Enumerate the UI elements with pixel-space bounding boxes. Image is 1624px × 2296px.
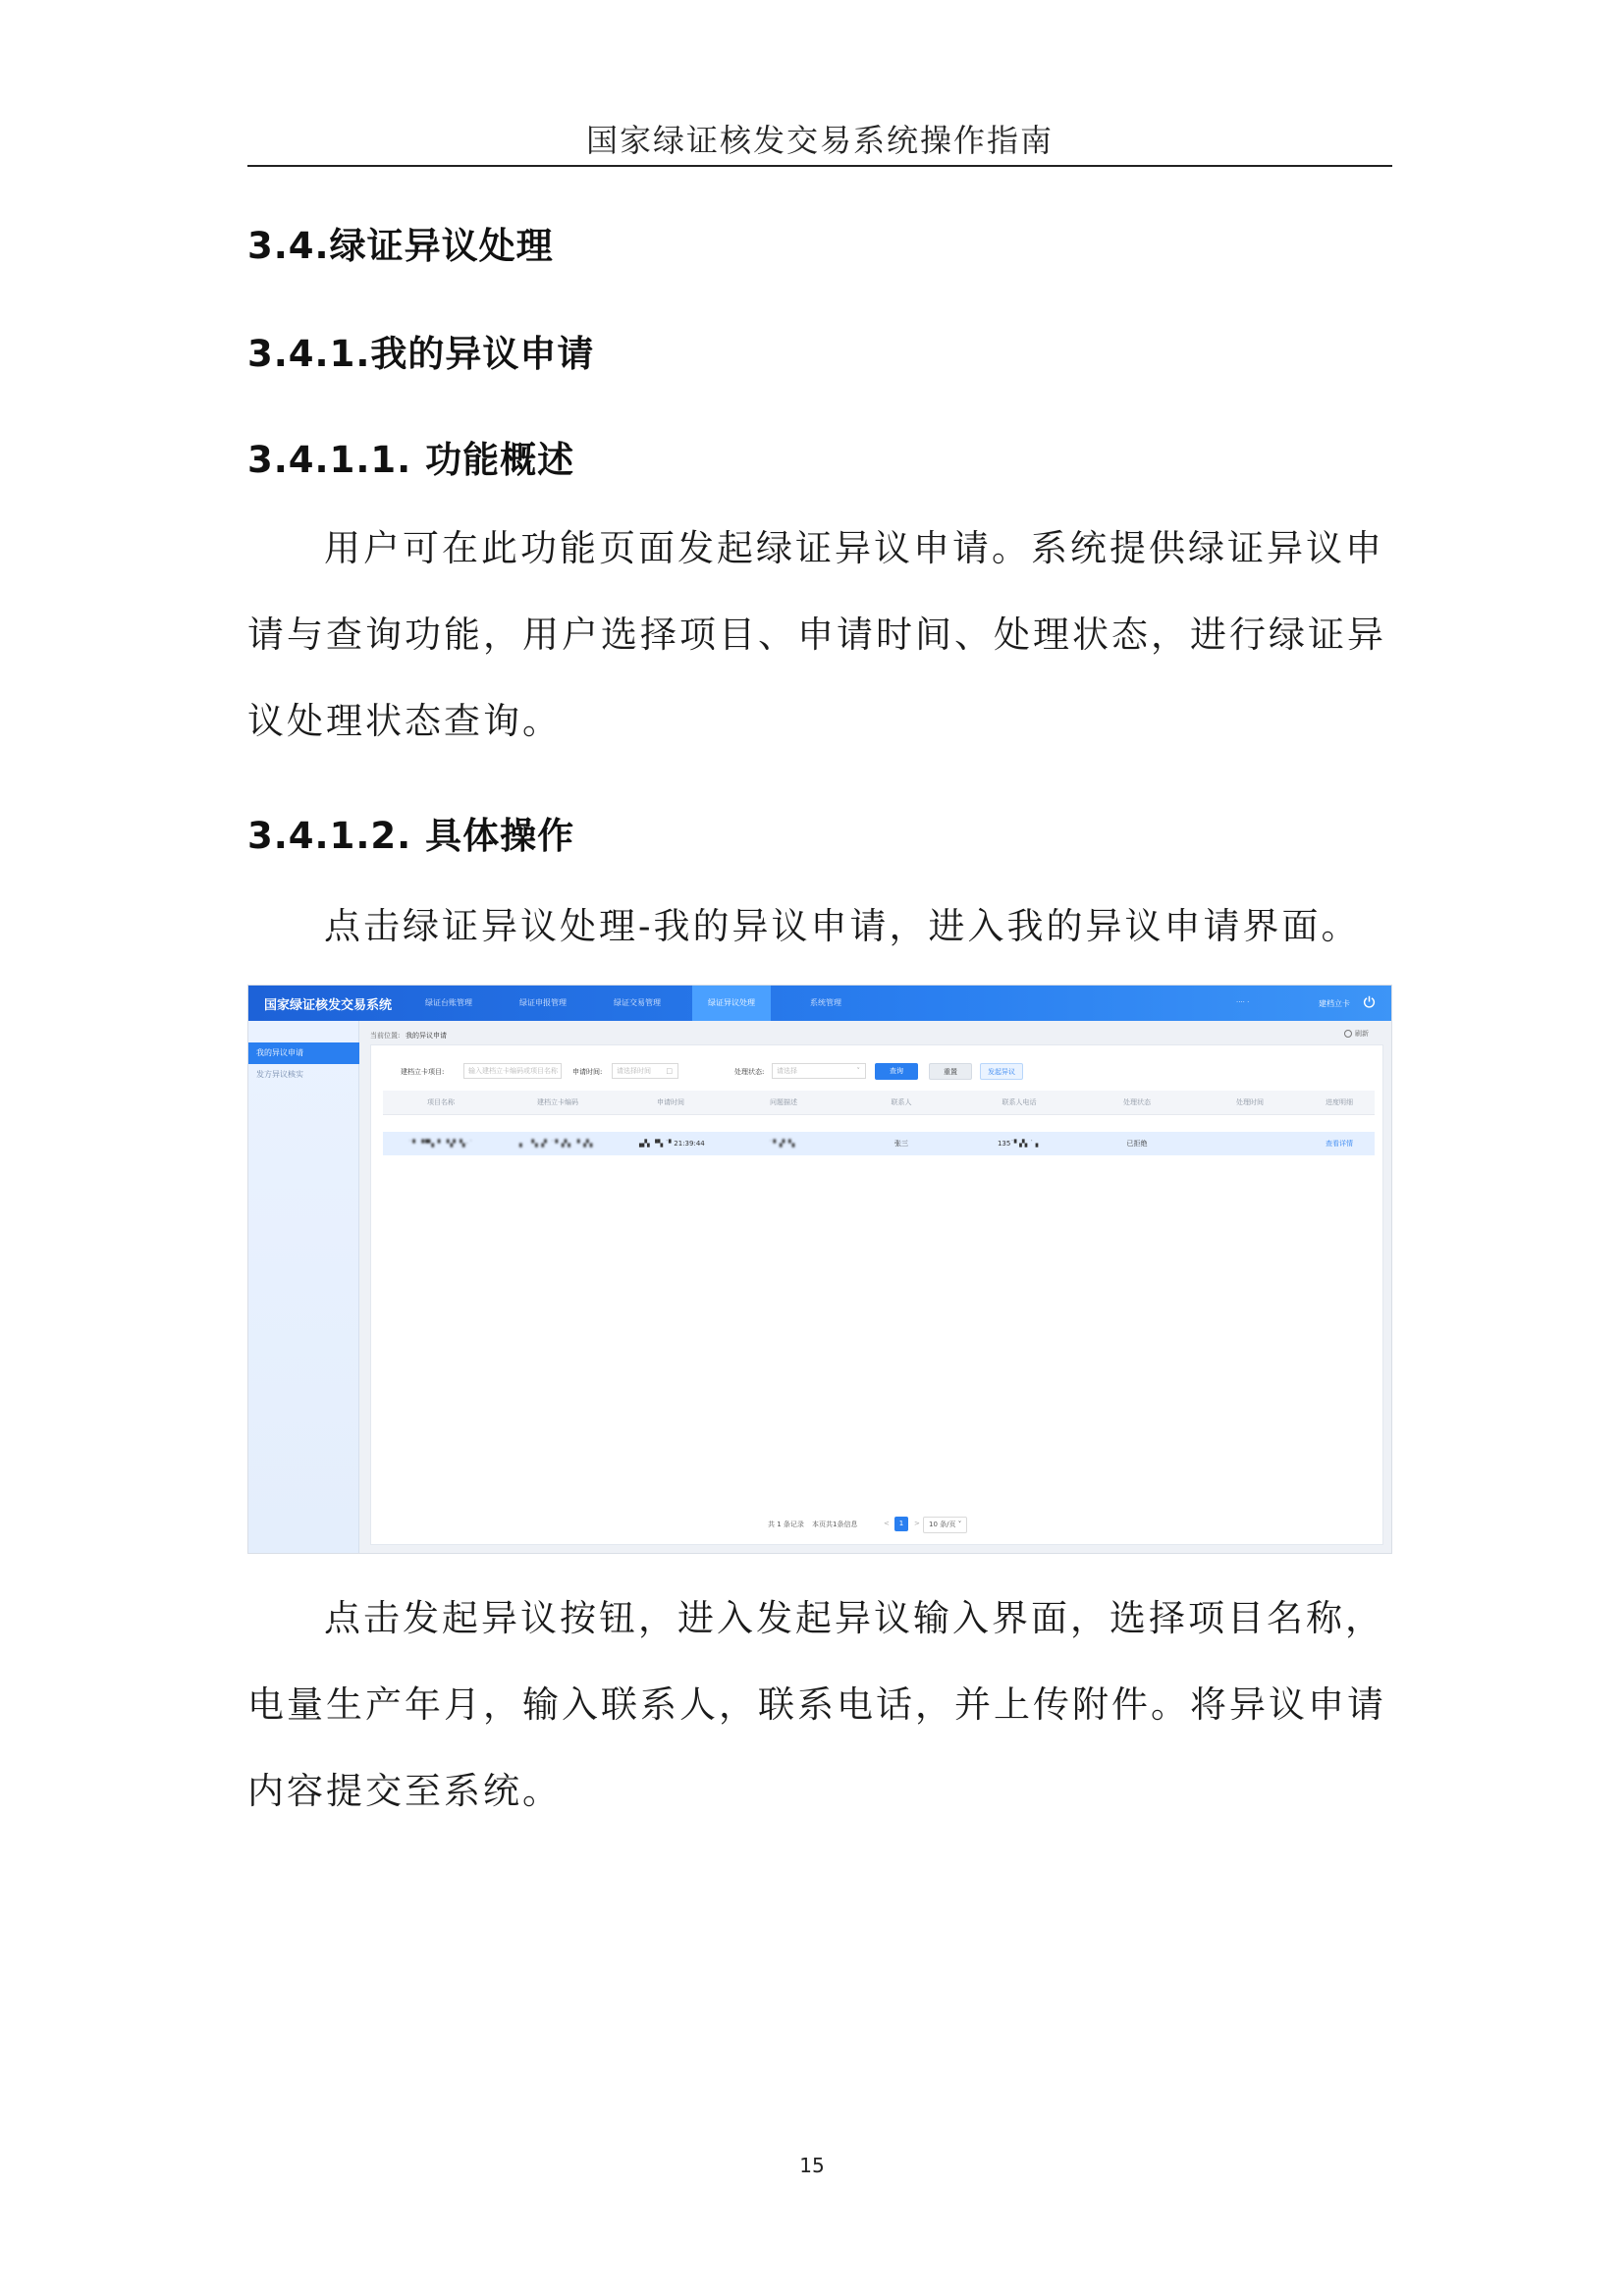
overview-paragraph: 用户可在此功能页面发起绿证异议申请。系统提供绿证异议申请与查询功能，用户选择项目、申请时间、处理状态，进行绿证异议处理状态查询。 (247, 527, 1386, 742)
th-contact-phone: 联系人电话 (1001, 1098, 1037, 1106)
th-card-code: 建档立卡编码 (537, 1098, 578, 1106)
view-detail-link[interactable]: 查看详情 (1326, 1140, 1353, 1148)
header-rule (247, 165, 1392, 167)
nav-tab-cert-dispute[interactable]: 绿证异议处理 (692, 986, 771, 1021)
heading-3-4-1-1: 3.4.1.1. 功能概述 (247, 439, 575, 481)
cell-status: 已拒绝 (1126, 1140, 1148, 1148)
pagination (371, 1517, 1384, 1532)
th-progress: 进度明细 (1326, 1098, 1353, 1106)
th-handle-time: 处理时间 (1236, 1098, 1264, 1106)
sidebar-item-dispute-verify[interactable]: 发方异议核实 (256, 1070, 303, 1079)
status-filter-select[interactable]: 请选择 ˅ (772, 1063, 866, 1079)
cell-handle-time (1196, 1132, 1304, 1155)
cell-card-code: ▖ ▝▖▞ ˙▘▞▖ ▘▞▖ (518, 1140, 596, 1148)
pager-size-select[interactable]: 10 条/页 ˅ (923, 1517, 967, 1533)
cell-contact: 张三 (894, 1140, 908, 1148)
time-filter-input[interactable]: 请选择时间 □ (612, 1063, 678, 1079)
refresh-button[interactable]: 刷新 (1344, 1029, 1369, 1039)
reset-button[interactable]: 重置 (929, 1063, 972, 1080)
raise-dispute-button[interactable]: 发起异议 (980, 1063, 1023, 1080)
nav-tab-cert-trade[interactable]: 绿证交易管理 (614, 998, 661, 1007)
system-screenshot (247, 985, 1392, 1554)
cell-description: ˙▘▞▝▖ (768, 1140, 799, 1148)
query-button[interactable]: 查询 (875, 1063, 918, 1080)
nav-tab-system[interactable]: 系统管理 (810, 998, 841, 1007)
status-filter-label: 处理状态: (734, 1068, 765, 1076)
sidebar-item-my-dispute[interactable]: 我的异议申请 (248, 1042, 359, 1064)
th-contact: 联系人 (891, 1098, 912, 1106)
project-filter-label: 建档立卡项目: (401, 1068, 445, 1076)
nav-tab-cert-declare[interactable]: 绿证申报管理 (519, 998, 567, 1007)
user-name[interactable]: 建档立卡 (1319, 999, 1350, 1008)
th-status: 处理状态 (1123, 1098, 1151, 1106)
th-apply-time: 申请时间 (657, 1098, 684, 1106)
th-description: 问题描述 (770, 1098, 797, 1106)
pager-page-info: 本页共1条信息 (812, 1521, 858, 1528)
table-header (383, 1091, 1375, 1115)
running-header: 国家绿证核发交易系统操作指南 (585, 122, 1054, 159)
breadcrumb-current: 我的异议申请 (406, 1032, 447, 1040)
sidebar (248, 1021, 359, 1554)
time-filter-label: 申请时间: (572, 1068, 603, 1076)
refresh-icon (1344, 1030, 1352, 1038)
power-icon[interactable] (1363, 995, 1376, 1008)
heading-3-4-1: 3.4.1.我的异议申请 (247, 333, 595, 375)
cell-contact-phone: 135˙▘▞▖˙ ▖ (997, 1140, 1042, 1148)
after-screenshot-paragraph: 点击发起异议按钮，进入发起异议输入界面，选择项目名称，电量生产年月，输入联系人，联系电话，并上传附件。将异议申请内容提交至系统。 (247, 1597, 1386, 1812)
heading-3-4: 3.4.绿证异议处理 (247, 225, 554, 267)
calendar-icon: □ (666, 1067, 673, 1075)
cell-project-name: ˙▘▝▀▖▘▝▞ ▚·˙ (407, 1140, 474, 1148)
heading-3-4-1-2: 3.4.1.2. 具体操作 (247, 815, 575, 857)
pager-prev-icon[interactable]: < (884, 1520, 890, 1527)
nav-tab-cert-ledger[interactable]: 绿证台账管理 (425, 998, 472, 1007)
topbar-info: ···· · (1236, 998, 1250, 1006)
content-panel (370, 1044, 1383, 1545)
pager-next-icon[interactable]: > (914, 1520, 920, 1527)
table-row[interactable] (383, 1132, 1375, 1155)
th-project-name: 项目名称 (427, 1098, 455, 1106)
operation-paragraph: 点击绿证异议处理-我的异议申请，进入我的异议申请界面。 (324, 905, 1361, 947)
pager-total: 共 1 条记录 (768, 1521, 804, 1528)
page-number: 15 (799, 2154, 825, 2177)
cell-apply-time: ▗▞▖▝▚ ˙▘21:39:44 (636, 1140, 705, 1148)
breadcrumb-label: 当前位置: (370, 1032, 401, 1040)
pager-current-page[interactable]: 1 (894, 1517, 908, 1531)
top-nav-bar (248, 986, 1392, 1021)
project-filter-input[interactable]: 输入建档立卡编码或项目名称 (463, 1063, 562, 1079)
brand-title: 国家绿证核发交易系统 (264, 998, 393, 1013)
chevron-down-icon: ˅ (856, 1067, 860, 1075)
